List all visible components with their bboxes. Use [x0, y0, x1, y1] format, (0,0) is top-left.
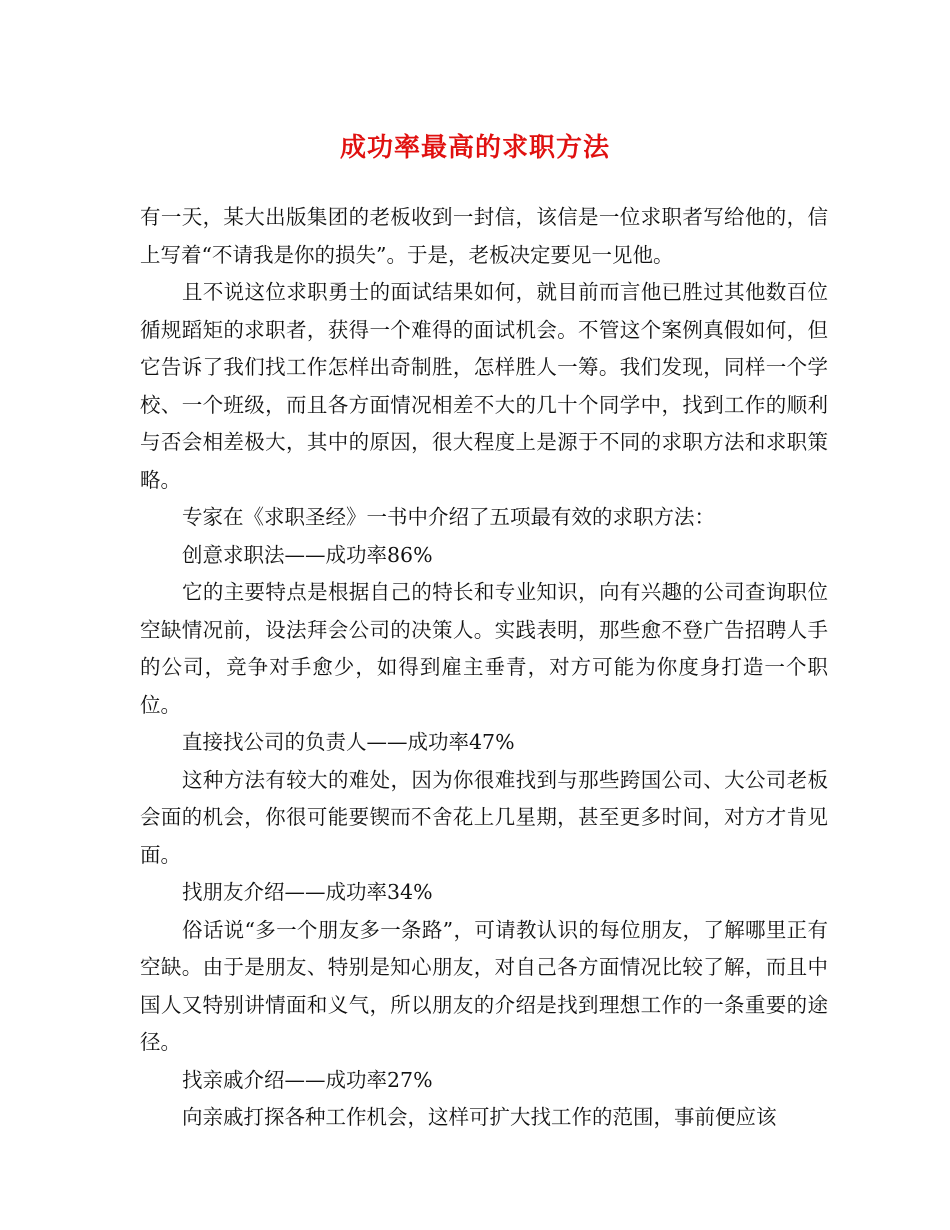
paragraph: 专家在《求职圣经》一书中介绍了五项最有效的求职方法：	[182, 505, 715, 529]
paragraph: 且不说这位求职勇士的面试结果如何，就目前而言他已胜过其他数百位循规蹈矩的求职者，获得一个难得的面试机会。不管这个案例真假如何，但它告诉了我们找工作怎样出奇制胜，怎样胜人一筹。我们发现，同样一个学校、一个班级，而且各方面情况相差不大的几十个同学中，找到工作的顺利与否会相差极大，其中的原因，很大程度上是源于不同的求职方法和求职策略。	[140, 280, 828, 492]
document-title: 成功率最高的求职方法	[339, 133, 610, 163]
paragraph: 俗话说“多一个朋友多一条路”，可请教认识的每位朋友，了解哪里正有空缺。由于是朋友、特别是知心朋友，对自己各方面情况比较了解，而且中国人又特别讲情面和义气，所以朋友的介绍是找到理想工作的一条重要的途径。	[140, 917, 828, 1054]
paragraph: 有一天，某大出版集团的老板收到一封信，该信是一位求职者写给他的，信上写着“不请我是你的损失”。于是，老板决定要见一见他。	[140, 205, 828, 267]
paragraph: 它的主要特点是根据自己的特长和专业知识，向有兴趣的公司查询职位空缺情况前，设法拜会公司的决策人。实践表明，那些愈不登广告招聘人手的公司，竞争对手愈少，如得到雇主垂青，对方可能为你度身打造一个职位。	[140, 580, 828, 717]
paragraph: 找亲戚介绍——成功率27%	[182, 1067, 433, 1092]
paragraph: 向亲戚打探各种工作机会，这样可扩大找工作的范围，事前便应该	[182, 1105, 777, 1129]
paragraph: 找朋友介绍——成功率34%	[182, 880, 433, 904]
paragraph: 这种方法有较大的难处，因为你很难找到与那些跨国公司、大公司老板会面的机会，你很可能要锲而不舍花上几星期，甚至更多时间，对方才肯见面。	[140, 767, 828, 867]
paragraph: 直接找公司的负责人——成功率47%	[182, 730, 515, 754]
paragraph: 创意求职法——成功率86%	[182, 542, 433, 567]
document-body	[140, 199, 828, 1137]
